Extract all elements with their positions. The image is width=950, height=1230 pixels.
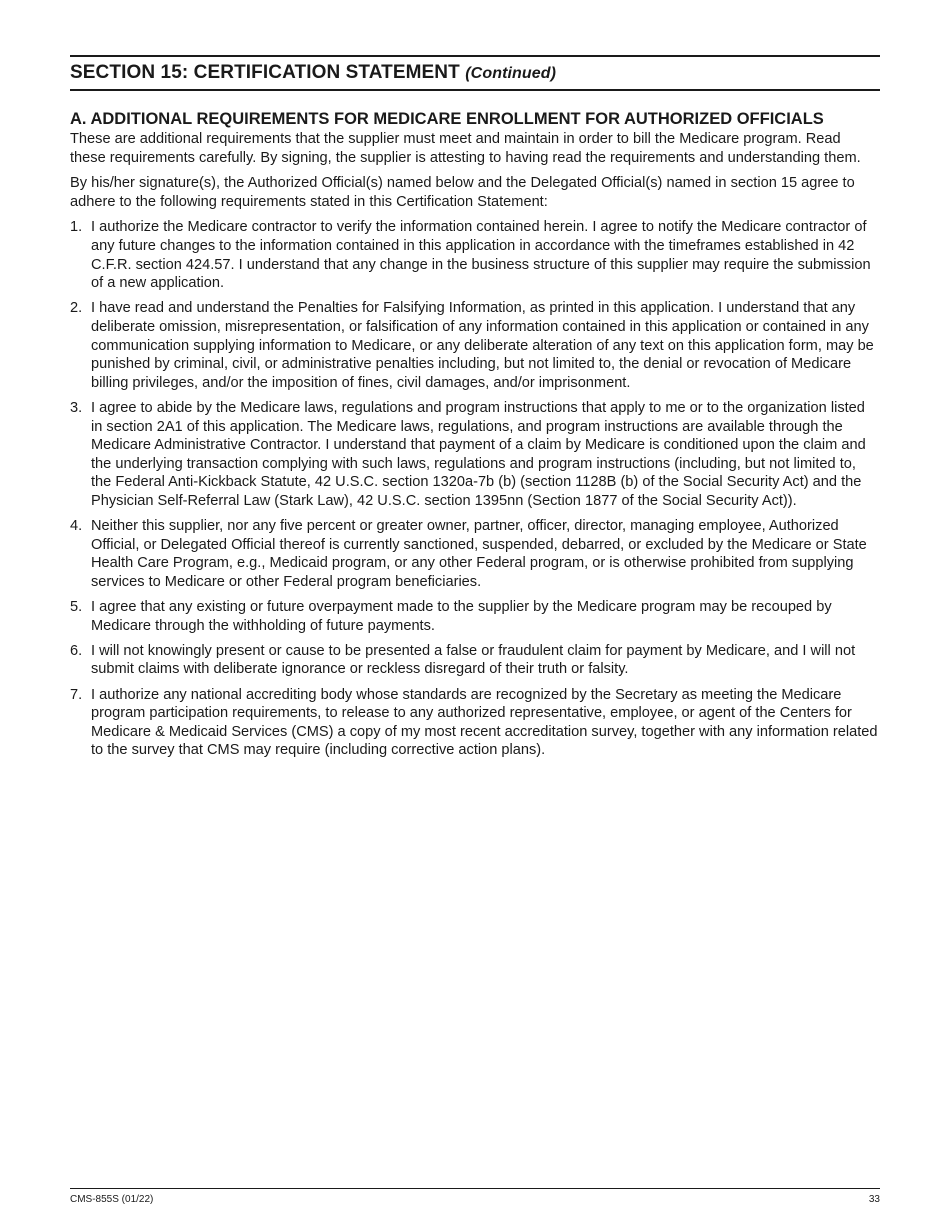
requirement-number: 7. <box>70 686 83 703</box>
page-number: 33 <box>868 1194 880 1205</box>
requirement-item <box>70 598 880 635</box>
section-title: SECTION 15: CERTIFICATION STATEMENT <box>70 62 460 83</box>
requirement-number: 3. <box>70 399 83 416</box>
section-continued-label: (Continued) <box>465 65 557 82</box>
requirement-item <box>70 299 880 392</box>
requirement-item <box>70 642 880 679</box>
requirement-text: I authorize the Medicare contractor to verify the information contained herein. I agree to notify the Medicare contractor of any future changes to the information contained in this application in accordance with the timeframes established in 42 C.F.R. section 424.57. I understand that any change in the business structure of this supplier may require the submission of a new application. <box>91 219 871 292</box>
requirement-number: 1. <box>70 219 83 236</box>
requirement-item <box>70 517 880 591</box>
requirement-text: I agree that any existing or future overpayment made to the supplier by the Medicare program may be recouped by Medicare through the withholding of future payments. <box>91 599 832 634</box>
requirement-number: 6. <box>70 642 83 659</box>
requirement-text: I agree to abide by the Medicare laws, regulations and program instructions that apply to me or to the organization listed in section 2A1 of this application. The Medicare laws, regulations, and program instructions are available through the Medicare Administrative Contractor. I understand that payment of a claim by Medicare is conditioned upon the claim and the underlying transaction complying with such laws, regulations and program instructions (including, but not limited to, the Federal Anti-Kickback Statute, 42 U.S.C. section 1320a-7b (b) (section 1128B (b) of the Social Security Act) and the Physician Self-Referral Law (Stark Law), 42 U.S.C. section 1395nn (Section 1877 of the Social Security Act)). <box>91 399 866 509</box>
requirement-item <box>70 686 880 760</box>
requirement-item <box>70 218 880 292</box>
requirement-number: 4. <box>70 518 83 535</box>
form-page <box>70 55 880 767</box>
requirements-list <box>70 218 880 760</box>
requirement-text: I will not knowingly present or cause to be presented a false or fraudulent claim for payment by Medicare, and I will not submit claims with deliberate ignorance or reckless disregard of their truth or falsity. <box>91 642 856 678</box>
requirement-text: I authorize any national accrediting body whose standards are recognized by the Secretary as meeting the Medicare program participation requirements, to release to any authorized representative, employee, or agent of the Centers for Medicare & Medicaid Services (CMS) a copy of my most recent accreditation survey, together with any information related to the survey that CMS may require (including corrective action plans). <box>91 686 878 759</box>
subsection-title: A. ADDITIONAL REQUIREMENTS FOR MEDICARE ENROLLMENT FOR AUTHORIZED OFFICIALS <box>70 110 824 128</box>
signature-paragraph: By his/her signature(s), the Authorized Official(s) named below and the Delegated Official(s) named in section 15 agree to adhere to the following requirements stated in this Certification Statement: <box>70 175 855 210</box>
requirement-text: I have read and understand the Penalties for Falsifying Information, as printed in this application. I understand that any deliberate omission, misrepresentation, or falsification of any information contained in this application or contained in any communication supplying information to Medicare, or any deliberate alteration of any text on this application form, may be punished by criminal, civil, or administrative penalties including, but not limited to, the denial or revocation of Medicare billing privileges, and/or the imposition of fines, civil damages, and/or imprisonment. <box>91 300 874 391</box>
requirement-number: 5. <box>70 599 83 616</box>
requirement-text: Neither this supplier, nor any five percent or greater owner, partner, officer, director, managing employee, Authorized Official, or Delegated Official thereof is currently sanctioned, suspended, debarred, or excluded by the Medicare or State Health Care Program, e.g., Medicaid program, or any other Federal program, or is otherwise prohibited from supplying services to Medicare or other Federal program beneficiaries. <box>91 518 867 590</box>
requirement-number: 2. <box>70 300 83 317</box>
section-header <box>70 55 880 91</box>
page-footer <box>70 1188 880 1206</box>
form-id: CMS-855S (01/22) <box>70 1194 154 1205</box>
requirement-item <box>70 399 880 511</box>
intro-paragraph: These are additional requirements that the supplier must meet and maintain in order to bill the Medicare program. Read these requirements carefully. By signing, the supplier is attesting to having read the requirements and understanding them. <box>70 131 861 166</box>
